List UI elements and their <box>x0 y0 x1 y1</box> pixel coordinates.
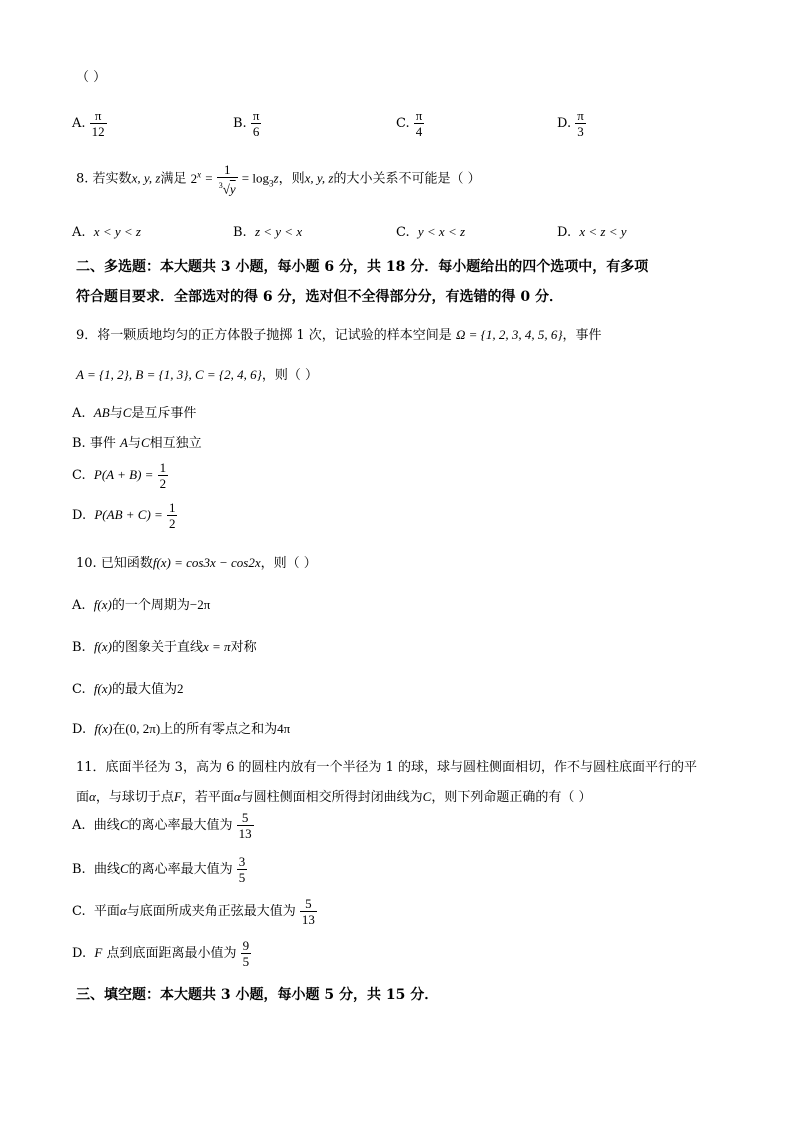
q9-c-fraction: $\frac{1}{2}$ <box>159 460 167 491</box>
q7-option-a: A. $\frac{\pi}{12}$ <box>72 108 105 139</box>
section3-heading: 三、填空题：本大题共 3 小题，每小题 5 分，共 15 分． <box>76 987 439 1003</box>
q10-option-d: D. f(x)在(0, 2π)上的所有零点之和为4π <box>72 721 291 737</box>
q8-option-d: D. x < z < y <box>557 224 627 240</box>
q10-option-a: A. f(x)的一个周期为−2π <box>72 597 211 613</box>
q11-c-fraction: $\frac{5}{13}$ <box>301 896 315 927</box>
q8-option-b: B. z < y < x <box>233 224 303 240</box>
section2-heading-line2: 符合题目要求．全部选对的得 6 分，选对但不全得部分分，有选错的得 0 分． <box>76 289 563 305</box>
q10-stem: 10. 已知函数f(x) = cos3x − cos2x，则（ ） <box>76 555 317 571</box>
q7-d-fraction: $\frac{\pi}{3}$ <box>577 108 584 139</box>
q9-option-b: B. 事件 A与C相互独立 <box>72 435 202 451</box>
q7-option-c: C. $\frac{\pi}{4}$ <box>396 108 423 139</box>
q10-option-b: B. f(x)的图象关于直线x = π对称 <box>72 639 257 655</box>
q11-b-fraction: $\frac{3}{5}$ <box>238 854 246 885</box>
q8-fraction: $\frac{1}{^3√y}$ <box>218 162 236 197</box>
q9-option-d: D. P(AB + C) = $\frac{1}{2}$ <box>72 500 176 531</box>
q7-paren: （ ） <box>76 70 107 85</box>
q11-d-fraction: $\frac{9}{5}$ <box>242 938 250 969</box>
q11-stem-line1: 11．底面半径为 3，高为 6 的圆柱内放有一个半径为 1 的球，球与圆柱侧面相切，作不与圆柱底面平行的平 <box>76 760 698 775</box>
q9-option-a: A. AB与C是互斥事件 <box>72 405 197 421</box>
q9-d-fraction: $\frac{1}{2}$ <box>168 500 176 531</box>
q9-stem-line2: A = {1, 2}, B = {1, 3}, C = {2, 4, 6}，则（ ） <box>76 367 318 383</box>
section2-heading-line1: 二、多选题：本大题共 3 小题，每小题 6 分，共 18 分．每小题给出的四个选项中，有多项 <box>76 259 649 275</box>
q7-option-b: B. $\frac{\pi}{6}$ <box>233 108 260 139</box>
q11-option-b: B. 曲线C的离心率最大值为 $\frac{3}{5}$ <box>72 854 246 885</box>
q11-stem-line2: 面α，与球切于点F，若平面α与圆柱侧面相交所得封闭曲线为C，则下列命题正确的有（ ） <box>76 789 592 805</box>
q7-b-fraction: $\frac{\pi}{6}$ <box>252 108 260 139</box>
q9-option-c: C. P(A + B) = $\frac{1}{2}$ <box>72 460 167 491</box>
q7-a-fraction: $\frac{\pi}{12}$ <box>91 108 105 139</box>
q8-option-a: A. x < y < z <box>72 224 141 240</box>
q7-c-fraction: $\frac{\pi}{4}$ <box>415 108 423 139</box>
q8-option-c: C. y < x < z <box>396 224 466 240</box>
q11-option-d: D. F 点到底面距离最小值为 $\frac{9}{5}$ <box>72 938 250 969</box>
q11-option-c: C. 平面α与底面所成夹角正弦最大值为 $\frac{5}{13}$ <box>72 896 315 927</box>
q9-stem-line1: 9．将一颗质地均匀的正方体骰子抛掷 1 次，记试验的样本空间是 Ω = {1, 2, 3, 4, 5, 6}，事件 <box>76 327 602 343</box>
q11-a-fraction: $\frac{5}{13}$ <box>238 810 252 841</box>
q8-stem: 8. 若实数x, y, z满足 2$^x$ = $\frac{1}{^3√y}$ = $\log_3z$，则x, y, z的大小关系不可能是（ ） <box>76 162 481 197</box>
q11-option-a: A. 曲线C的离心率最大值为 $\frac{5}{13}$ <box>72 810 252 841</box>
q7-option-d: D. $\frac{\pi}{3}$ <box>557 108 584 139</box>
q10-option-c: C. f(x)的最大值为2 <box>72 681 184 697</box>
